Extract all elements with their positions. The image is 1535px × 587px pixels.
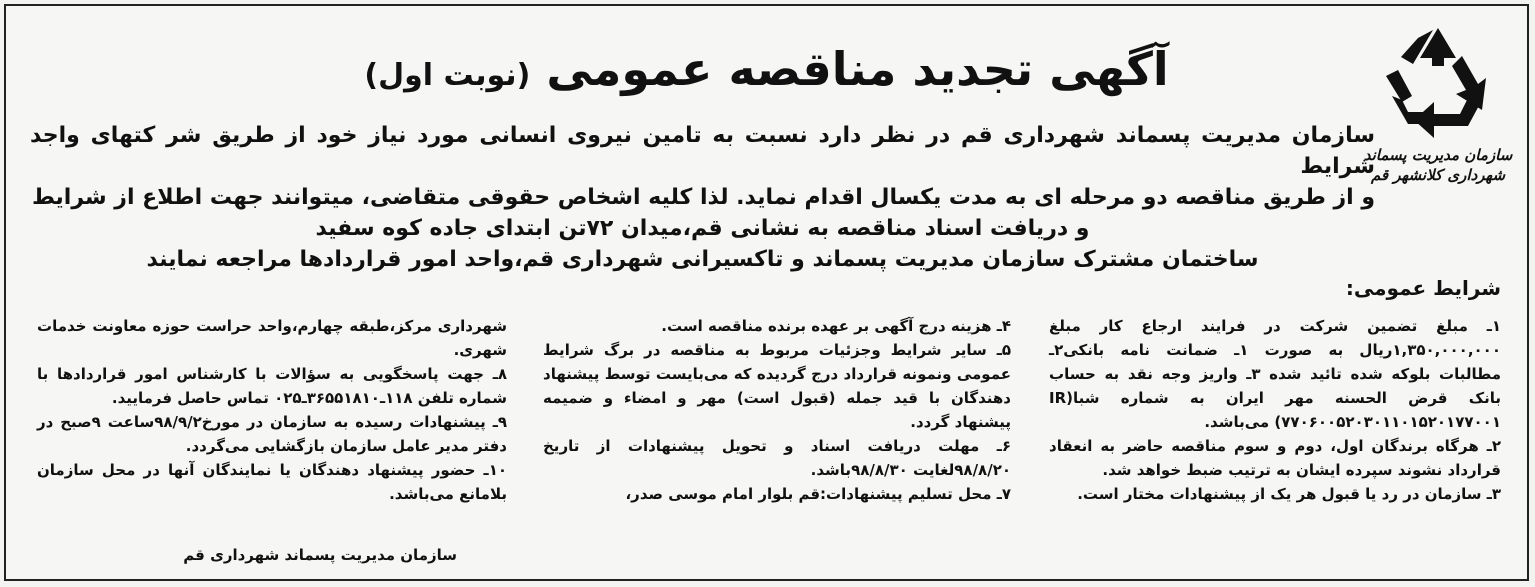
intro-line: و از طریق مناقصه دو مرحله ای به مدت یکسال اقدام نماید. لذا کلیه اشخاص حقوقی متقاضی، میتوانند جهت اطلاع از شرایط	[31, 185, 1375, 210]
conditions-column-1	[1049, 314, 1501, 506]
condition-item: ۳ـ سازمان در رد یا قبول هر یک از پیشنهادات مختار است.	[1077, 485, 1501, 503]
intro-line: ساختمان مشترک سازمان مدیریت پسماند و تاکسیرانی شهرداری قم،واحد امور قراردادها مراجعه نمایند	[146, 247, 1259, 272]
condition-item: ۶ـ مهلت دریافت اسناد و تحویل پیشنهادات از تاریخ ۹۸/۸/۲۰لغایت ۹۸/۸/۳۰باشد.	[543, 437, 1011, 479]
footer-signature: سازمان مدیریت پسماند شهرداری قم	[183, 546, 457, 564]
conditions-column-3	[37, 314, 507, 506]
advertisement-frame	[4, 4, 1529, 581]
condition-item: ۱۰ـ حضور پیشنهاد دهندگان یا نمایندگان آنها در محل سازمان بلامانع می‌باشد.	[37, 461, 507, 503]
condition-item: ۱ـ مبلغ تضمین شرکت در فرایند ارجاع کار مبلغ ۱,۳۵۰,۰۰۰,۰۰۰ریال به صورت ۱ـ ضمانت نامه بانکی۲ـ مطالبات بلوکه شده تائید شده ۳ـ واریز وجه نقد به حساب بانک قرض الحسنه مهر ایران به شماره شبا(IR ۷۷۰۶۰۰۵۲۰۳۰۱۱۰۱۵۲۰۱۷۷۰۰۱) می‌باشد.	[1049, 317, 1502, 431]
intro-paragraph	[30, 120, 1375, 275]
conditions-heading: شرایط عمومی:	[1345, 276, 1501, 300]
condition-item: ۸ـ جهت پاسخگویی به سؤالات با کارشناس امور قراردادها با شماره تلفن ۱۱۸ـ۳۶۵۵۱۸۱۰ـ۰۲۵ تماس حاصل فرمایید.	[37, 365, 507, 407]
condition-item: ۵ـ سایر شرایط وجزئیات مربوط به مناقصه در برگ شرایط عمومی ونمونه قرارداد درج گردیده که می‌بایست توسط پیشنهاد دهندگان با قید جمله (قبول است) مهر و امضاء و ضمیمه پیشنهاد گردد.	[543, 341, 1011, 431]
condition-item: ۴ـ هزینه درج آگهی بر عهده برنده مناقصه است.	[661, 317, 1011, 335]
logo-text-municipality: شهرداری کلانشهر قم	[1370, 166, 1506, 184]
intro-line: سازمان مدیریت پسماند شهرداری قم در نظر دارد نسبت به تامین نیروی انسانی مورد نیاز خود از طریق شر کتهای واجد شرایط	[30, 123, 1375, 179]
intro-line: و دریافت اسناد مناقصه به نشانی قم،میدان ۷۲تن ابتدای جاده کوه سفید	[315, 216, 1090, 241]
title-main: آگهی تجدید مناقصه عمومی	[546, 42, 1169, 96]
condition-item: شهرداری مرکز،طبقه چهارم،واحد حراست حوزه معاونت خدمات شهری.	[37, 317, 507, 359]
logo-text-organization: سازمان مدیریت پسماند	[1363, 146, 1513, 164]
title-suffix: (نوبت اول)	[364, 58, 531, 93]
page-title	[6, 42, 1527, 96]
conditions-column-2	[543, 314, 1011, 506]
condition-item: ۷ـ محل تسلیم پیشنهادات:قم بلوار امام موسی صدر،	[625, 485, 1011, 503]
condition-item: ۲ـ هرگاه برندگان اول، دوم و سوم مناقصه حاضر به انعقاد قرارداد نشوند سپرده ایشان به ترتیب ضبط خواهد شد.	[1049, 437, 1501, 479]
condition-item: ۹ـ پیشنهادات رسیده به سازمان در مورخ۹۸/۹/۲ساعت ۹صبح در دفتر مدیر عامل سازمان بازگشایی می‌گردد.	[37, 413, 507, 455]
